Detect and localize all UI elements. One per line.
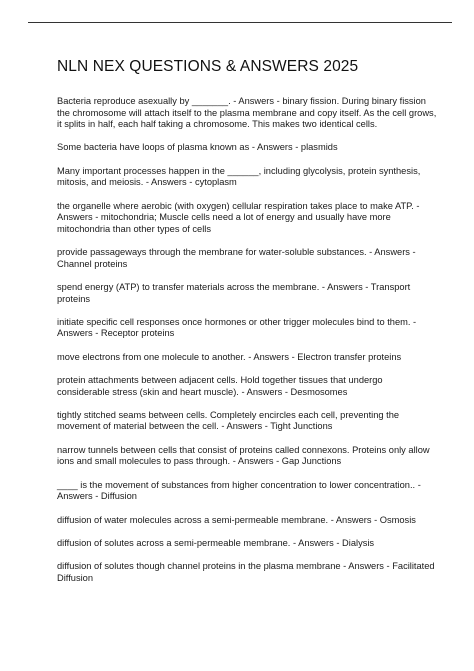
- qa-item-gap-junctions: narrow tunnels between cells that consist of proteins called connexons. Proteins only allow ions and small molecules to pass through. - Answers - Gap Junctions: [57, 444, 430, 467]
- qa-item-mitochondria: the organelle where aerobic (with oxygen) cellular respiration takes place to make ATP. - Answers - mitochondria; Muscle cells need a lot of energy and usually have more mitochondria than other types of cells: [57, 200, 420, 234]
- qa-item-plasmids: Some bacteria have loops of plasma known as - Answers - plasmids: [57, 142, 338, 153]
- qa-list: [57, 96, 437, 596]
- qa-item-cytoplasm: Many important processes happen in the ______, including glycolysis, protein synthesis, mitosis, and meiosis. - Answers - cytoplasm: [57, 165, 421, 188]
- top-rule: [28, 22, 452, 23]
- qa-item-binary-fission: Bacteria reproduce asexually by _______. - Answers - binary fission. During binary fission the chromosome will attach itself to the plasma membrane and copy itself. As the cell grows, it splits in half, each half taking a chromosome. This makes two identical cells.: [57, 96, 437, 130]
- qa-item-transport-proteins: spend energy (ATP) to transfer materials across the membrane. - Answers - Transport proteins: [57, 281, 411, 304]
- qa-item-electron-transfer-proteins: move electrons from one molecule to another. - Answers - Electron transfer proteins: [57, 351, 402, 362]
- qa-item-channel-proteins: provide passageways through the membrane for water-soluble substances. - Answers - Channel proteins: [57, 247, 416, 269]
- qa-item-dialysis: diffusion of solutes across a semi-permeable membrane. - Answers - Dialysis: [57, 537, 375, 548]
- qa-item-receptor-proteins: initiate specific cell responses once hormones or other trigger molecules bind to them. - Answers - Receptor proteins: [57, 316, 417, 339]
- document-title: NLN NEX QUESTIONS & ANSWERS 2025: [57, 58, 359, 75]
- qa-item-desmosomes: protein attachments between adjacent cells. Hold together tissues that undergo considerable stress (skin and heart muscle). - Answers - Desmosomes: [57, 375, 383, 397]
- qa-item-tight-junctions: tightly stitched seams between cells. Completely encircles each cell, preventing the movement of material between the cell. - Answers - Tight Junctions: [57, 409, 400, 432]
- qa-item-diffusion: ____ is the movement of substances from higher concentration to lower concentration.. - Answers - Diffusion: [57, 479, 421, 502]
- qa-item-osmosis: diffusion of water molecules across a semi-permeable membrane. - Answers - Osmosis: [57, 514, 416, 525]
- qa-item-facilitated-diffusion: diffusion of solutes though channel proteins in the plasma membrane - Answers - Facilitated Diffusion: [57, 561, 435, 583]
